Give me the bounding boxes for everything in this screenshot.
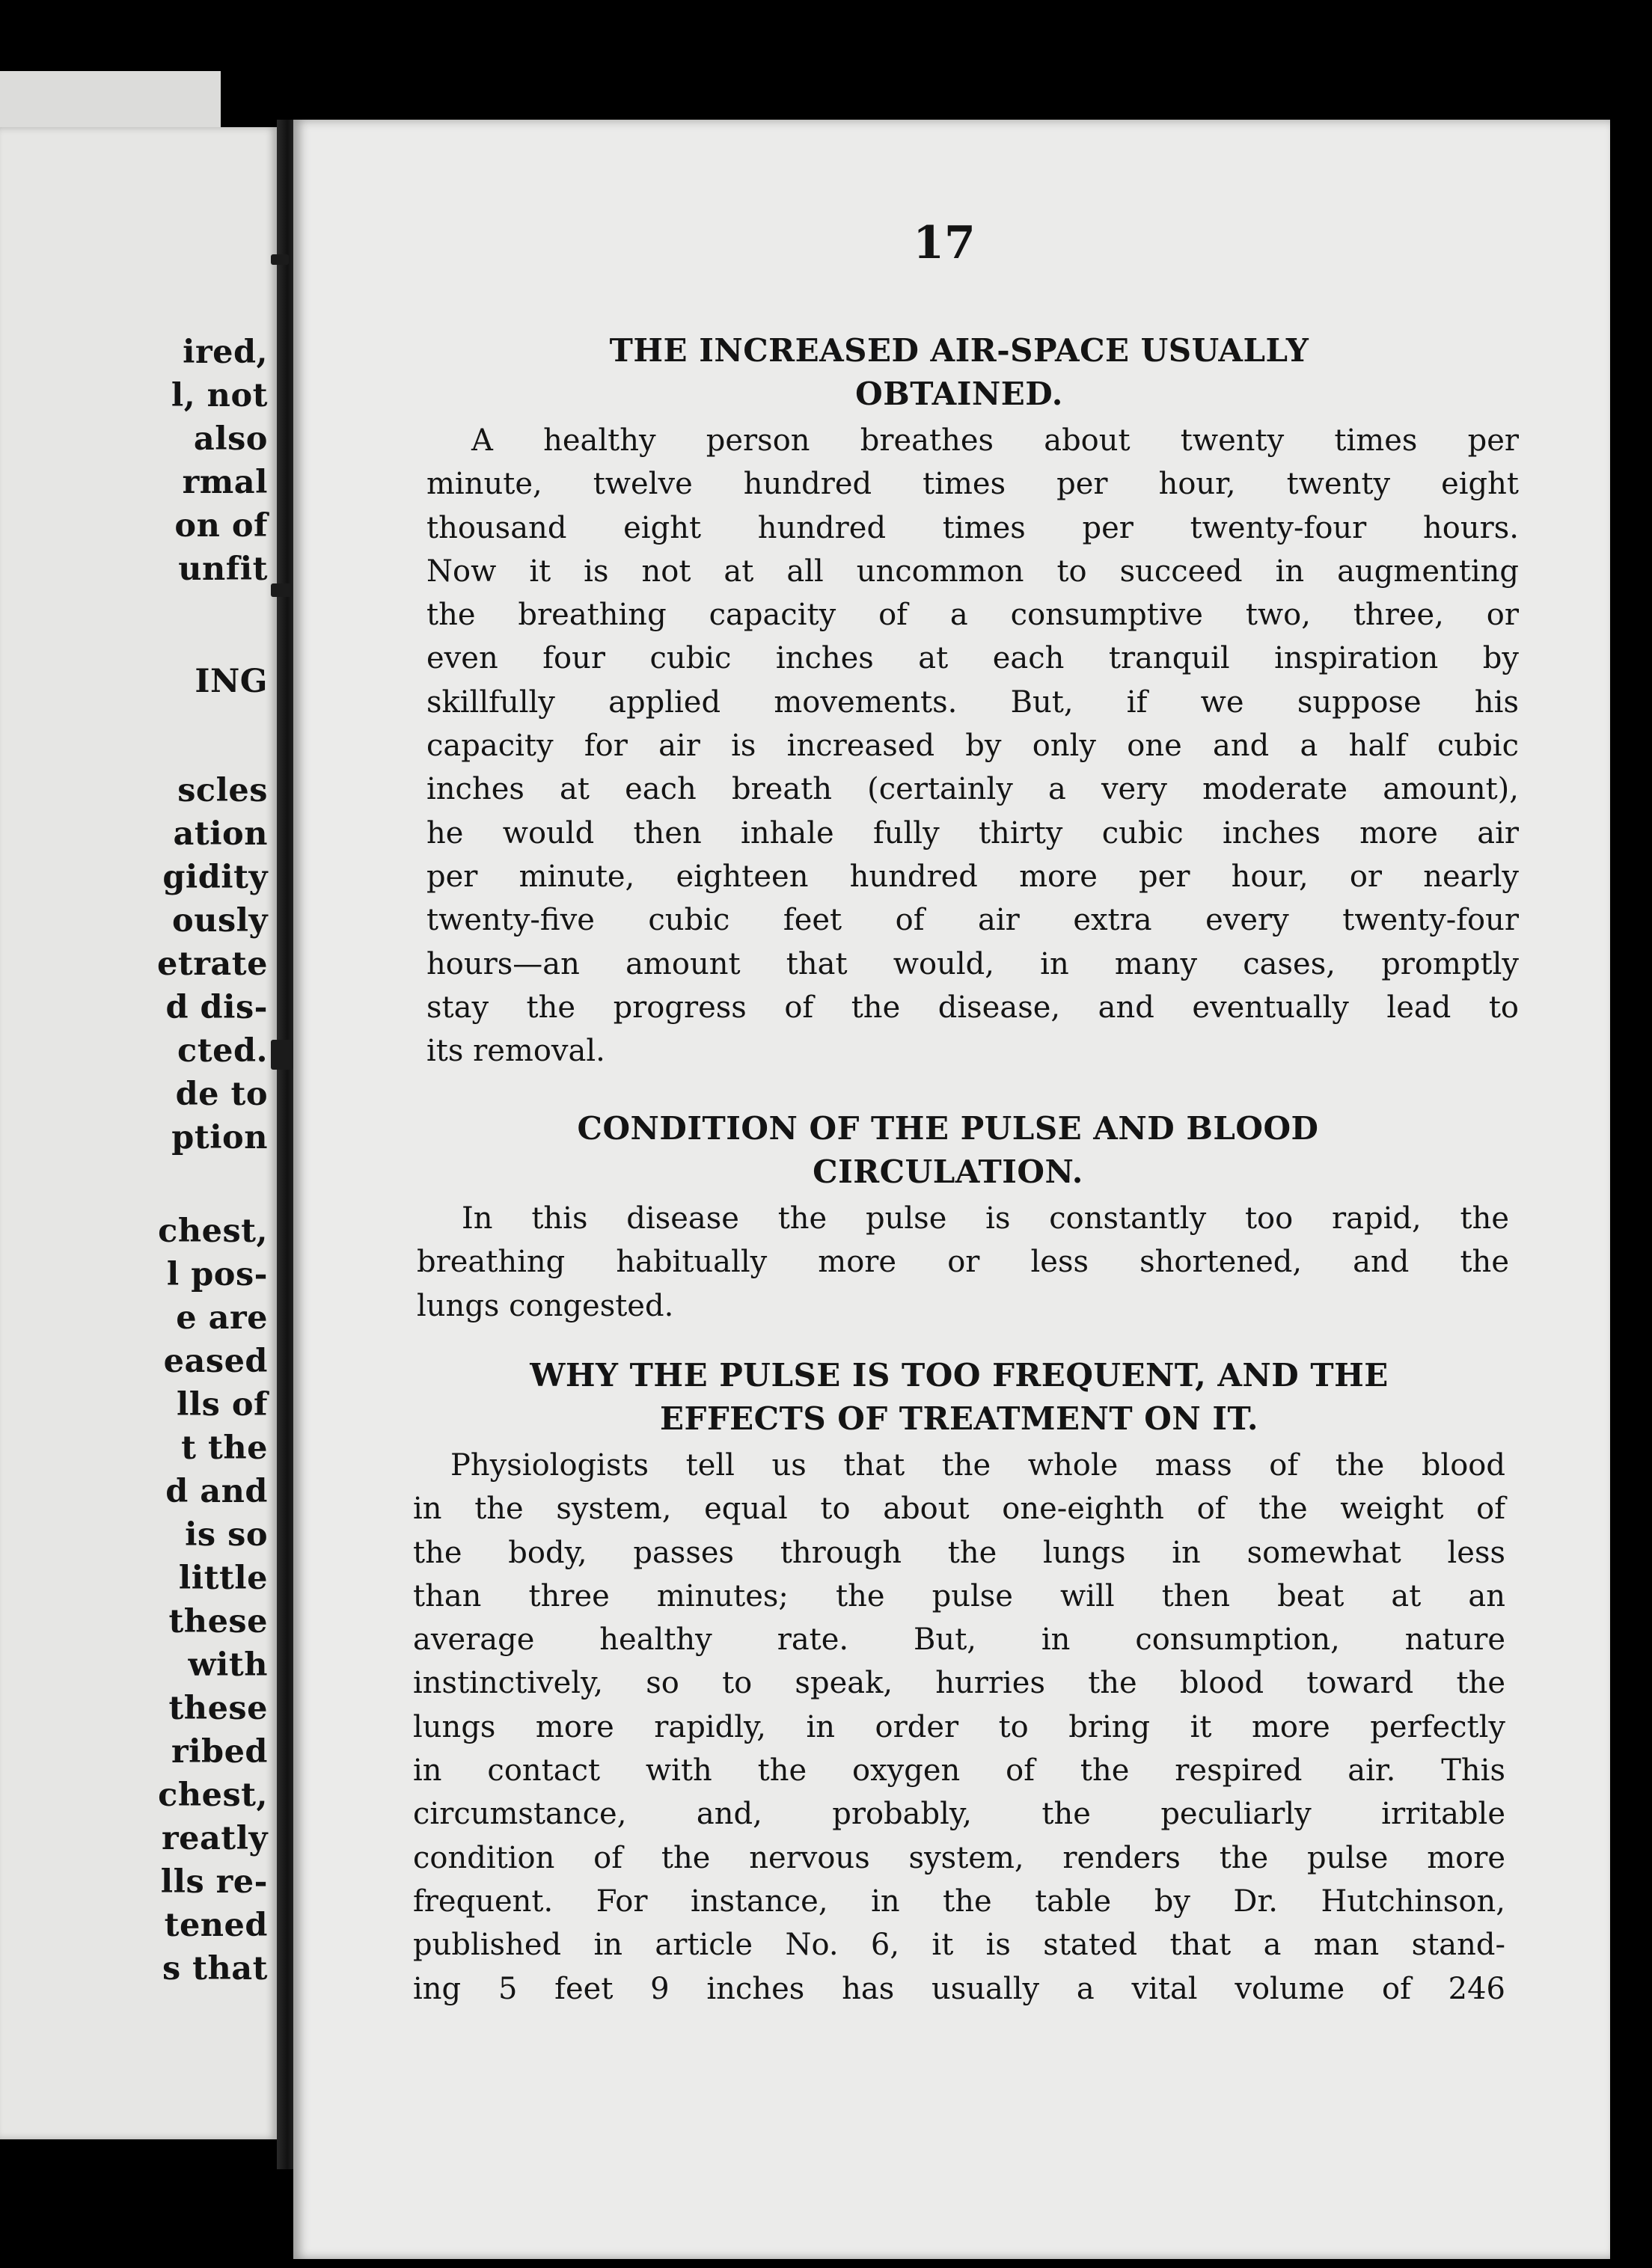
paragraph-line: Physiologists tell us that the whole mass of the blood bbox=[450, 1448, 1505, 1483]
paragraph-line: inches at each breath (certainly a very moderate amount), bbox=[426, 772, 1519, 807]
left-fragment: lls re- bbox=[160, 1863, 268, 1901]
paragraph-line: the breathing capacity of a consumptive two, three, or bbox=[426, 598, 1519, 633]
section-heading bbox=[488, 329, 1431, 416]
left-fragment: unfit bbox=[178, 551, 268, 588]
paragraph-line: minute, twelve hundred times per hour, twenty eight bbox=[426, 467, 1519, 502]
left-fragment: de to bbox=[175, 1076, 268, 1113]
left-fragment: ously bbox=[172, 902, 268, 940]
left-fragment: reatly bbox=[161, 1820, 268, 1857]
left-fragment: etrate bbox=[157, 945, 268, 983]
left-fragment: rmal bbox=[182, 464, 268, 501]
paragraph-line: average healthy rate. But, in consumption, nature bbox=[413, 1622, 1505, 1658]
left-fragment: these bbox=[168, 1690, 268, 1727]
left-fragment: l, not bbox=[171, 377, 268, 414]
left-fragment: d dis- bbox=[165, 989, 268, 1026]
paragraph-line: circumstance, and, probably, the peculiarly irritable bbox=[413, 1797, 1505, 1832]
book-page bbox=[293, 120, 1610, 2259]
left-fragment: chest, bbox=[158, 1213, 268, 1250]
left-fragment: chest, bbox=[158, 1777, 268, 1814]
left-fragment: ption bbox=[171, 1119, 268, 1156]
heading-line: OBTAINED. bbox=[855, 376, 1063, 412]
paragraph-line: thousand eight hundred times per twenty-four hours. bbox=[426, 510, 1519, 545]
paragraph-line: instinctively, so to speak, hurries the blood toward the bbox=[413, 1666, 1505, 1701]
section-heading bbox=[458, 1107, 1438, 1194]
heading-line: CIRCULATION. bbox=[813, 1153, 1083, 1190]
left-fragment: little bbox=[178, 1560, 268, 1597]
left-facing-page bbox=[0, 127, 277, 2139]
paragraph-line: lungs congested. bbox=[417, 1288, 674, 1323]
paragraph-line: A healthy person breathes about twenty times per bbox=[471, 423, 1519, 458]
paragraph-line: breathing habitually more or less shortened, and the bbox=[417, 1245, 1509, 1280]
left-fragment: ribed bbox=[171, 1733, 268, 1771]
paragraph-line: twenty-five cubic feet of air extra every twenty-four bbox=[426, 903, 1519, 938]
paragraph-line: than three minutes; the pulse will then beat at an bbox=[413, 1578, 1505, 1613]
left-fragment: l pos- bbox=[166, 1256, 268, 1293]
page-number: 17 bbox=[913, 217, 976, 269]
heading-line: WHY THE PULSE IS TOO FREQUENT, AND THE bbox=[530, 1357, 1389, 1394]
left-fragment: on of bbox=[174, 507, 268, 545]
paragraph-line: per minute, eighteen hundred more per hour, or nearly bbox=[426, 859, 1519, 894]
paragraph-line: in contact with the oxygen of the respired air. This bbox=[413, 1753, 1505, 1789]
paragraph-line: even four cubic inches at each tranquil inspiration by bbox=[426, 641, 1519, 676]
binding-mark bbox=[271, 254, 289, 265]
left-fragment: t the bbox=[181, 1429, 268, 1467]
heading-line: EFFECTS OF TREATMENT ON IT. bbox=[659, 1400, 1258, 1437]
paragraph-line: capacity for air is increased by only one and a half cubic bbox=[426, 729, 1519, 764]
paragraph-line: condition of the nervous system, renders the pulse more bbox=[413, 1840, 1505, 1875]
paragraph-line: stay the progress of the disease, and eventually lead to bbox=[426, 990, 1519, 1025]
left-fragment: e are bbox=[176, 1299, 268, 1337]
left-fragment: ation bbox=[173, 815, 268, 853]
heading-line: CONDITION OF THE PULSE AND BLOOD bbox=[577, 1110, 1319, 1147]
left-fragment: gidity bbox=[162, 859, 268, 896]
paragraph-line: he would then inhale fully thirty cubic inches more air bbox=[426, 815, 1519, 851]
paragraph-line: frequent. For instance, in the table by Dr. Hutchinson, bbox=[413, 1884, 1505, 1919]
paragraph-line: skillfully applied movements. But, if we suppose his bbox=[426, 684, 1519, 720]
left-fragment: d and bbox=[165, 1473, 268, 1510]
binding-mark bbox=[271, 583, 292, 597]
left-fragment: ING bbox=[195, 663, 268, 700]
paragraph-line: ing 5 feet 9 inches has usually a vital volume of 246 bbox=[413, 1971, 1505, 2006]
left-fragment: tened bbox=[164, 1907, 268, 1944]
section-paragraph bbox=[417, 1197, 1509, 1328]
left-fragment: scles bbox=[177, 772, 268, 809]
left-fragment: is so bbox=[185, 1516, 268, 1554]
heading-line: THE INCREASED AIR-SPACE USUALLY bbox=[609, 332, 1309, 369]
paragraph-line: the body, passes through the lungs in somewhat less bbox=[413, 1535, 1505, 1570]
paragraph-line: its removal. bbox=[426, 1034, 605, 1069]
left-page-edge bbox=[0, 71, 221, 131]
left-fragment: eased bbox=[163, 1343, 268, 1380]
left-fragment: also bbox=[193, 420, 268, 458]
paragraph-line: in the system, equal to about one-eighth of the weight of bbox=[413, 1492, 1505, 1527]
paragraph-line: hours—an amount that would, in many cases, promptly bbox=[426, 946, 1519, 981]
section-heading bbox=[413, 1354, 1505, 1441]
section-paragraph bbox=[413, 1444, 1505, 2011]
left-fragment: these bbox=[168, 1603, 268, 1640]
paragraph-line: Now it is not at all uncommon to succeed in augmenting bbox=[426, 554, 1519, 589]
left-fragment: with bbox=[188, 1646, 268, 1684]
left-fragment: s that bbox=[162, 1950, 268, 1987]
paragraph-line: In this disease the pulse is constantly too rapid, the bbox=[462, 1201, 1509, 1236]
paragraph-line: published in article No. 6, it is stated that a man stand- bbox=[413, 1928, 1505, 1963]
left-fragment: cted. bbox=[177, 1032, 268, 1070]
binding-mark bbox=[271, 1040, 293, 1070]
paragraph-line: lungs more rapidly, in order to bring it more perfectly bbox=[413, 1709, 1505, 1744]
left-fragment: lls of bbox=[176, 1386, 268, 1423]
left-fragment: ired, bbox=[183, 334, 268, 371]
section-paragraph bbox=[426, 419, 1519, 1073]
